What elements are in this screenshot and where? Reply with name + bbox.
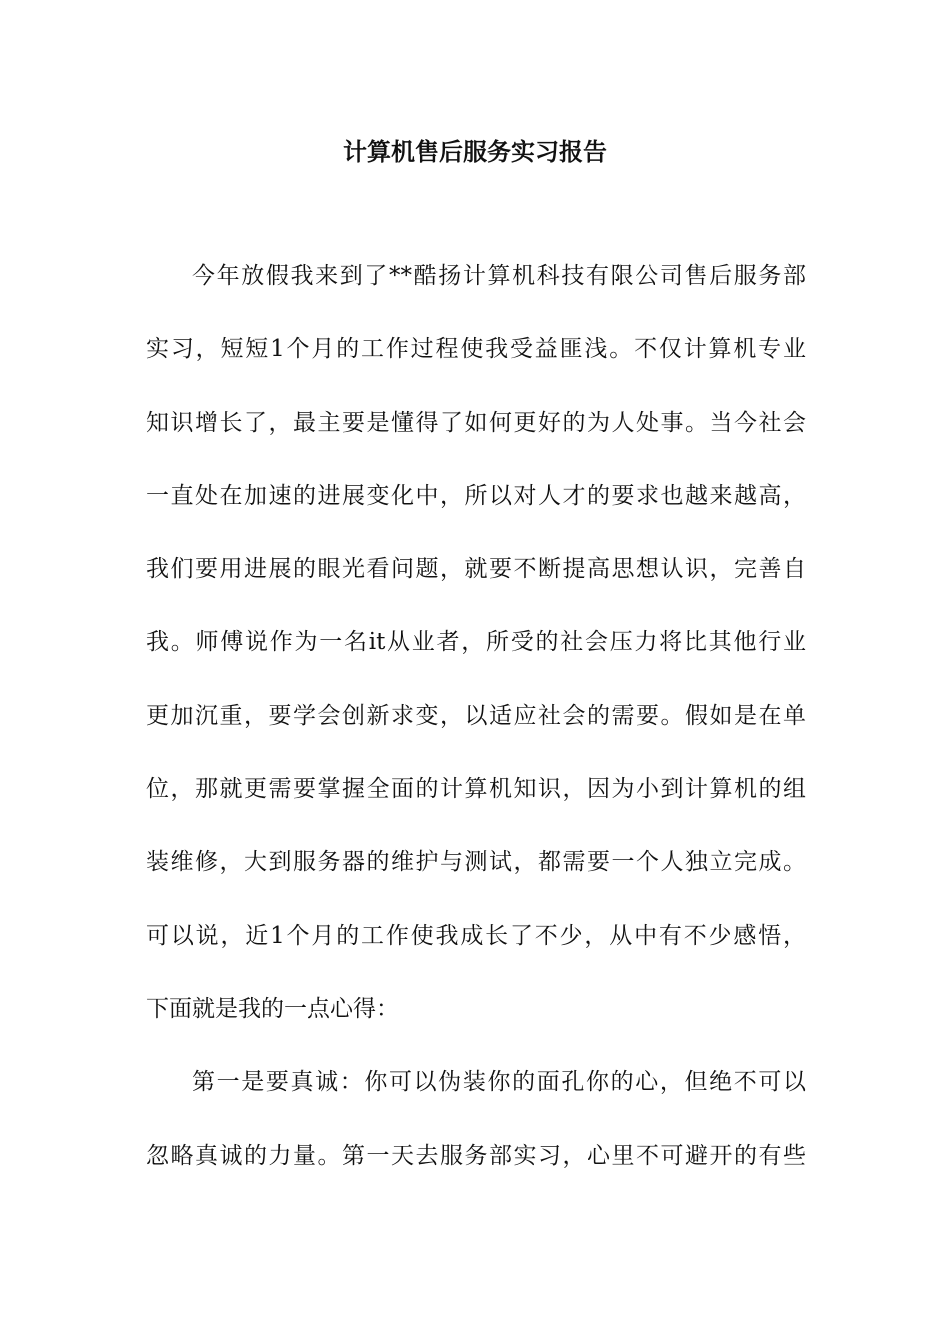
paragraph-1-line-5: 我们要用进展的眼光看问题，就要不断提高思想认识，完善自 [146, 556, 806, 583]
paragraph-1-line-7: 更加沉重，要学会创新求变，以适应社会的需要。假如是在单 [146, 702, 806, 729]
paragraph-1-line-10: 可以说，近1个月的工作使我成长了不少，从中有不少感悟， [146, 922, 806, 949]
paragraph-1-line-8: 位，那就更需要掌握全面的计算机知识，因为小到计算机的组 [146, 776, 806, 803]
paragraph-1-line-2: 实习，短短1个月的工作过程使我受益匪浅。不仅计算机专业 [146, 336, 806, 363]
document-title: 计算机售后服务实习报告 [343, 137, 607, 166]
paragraph-2-line-2: 忽略真诚的力量。第一天去服务部实习，心里不可避开的有些 [146, 1142, 806, 1169]
paragraph-1-line-1: 今年放假我来到了**酷扬计算机科技有限公司售后服务部 [192, 263, 806, 289]
paragraph-1-line-6: 我。师傅说作为一名it从业者，所受的社会压力将比其他行业 [146, 629, 806, 656]
document-body [146, 252, 806, 1205]
paragraph-1-line-3: 知识增长了，最主要是懂得了如何更好的为人处事。当今社会 [146, 409, 806, 436]
paragraph-1-line-4: 一直处在加速的进展变化中，所以对人才的要求也越来越高， [146, 482, 806, 509]
paragraph-1-line-9: 装维修，大到服务器的维护与测试，都需要一个人独立完成。 [146, 849, 806, 876]
paragraph-1-line-11: 下面就是我的一点心得： [146, 995, 399, 1022]
paragraph-2-line-1: 第一是要真诚：你可以伪装你的面孔你的心，但绝不可以 [192, 1069, 806, 1096]
